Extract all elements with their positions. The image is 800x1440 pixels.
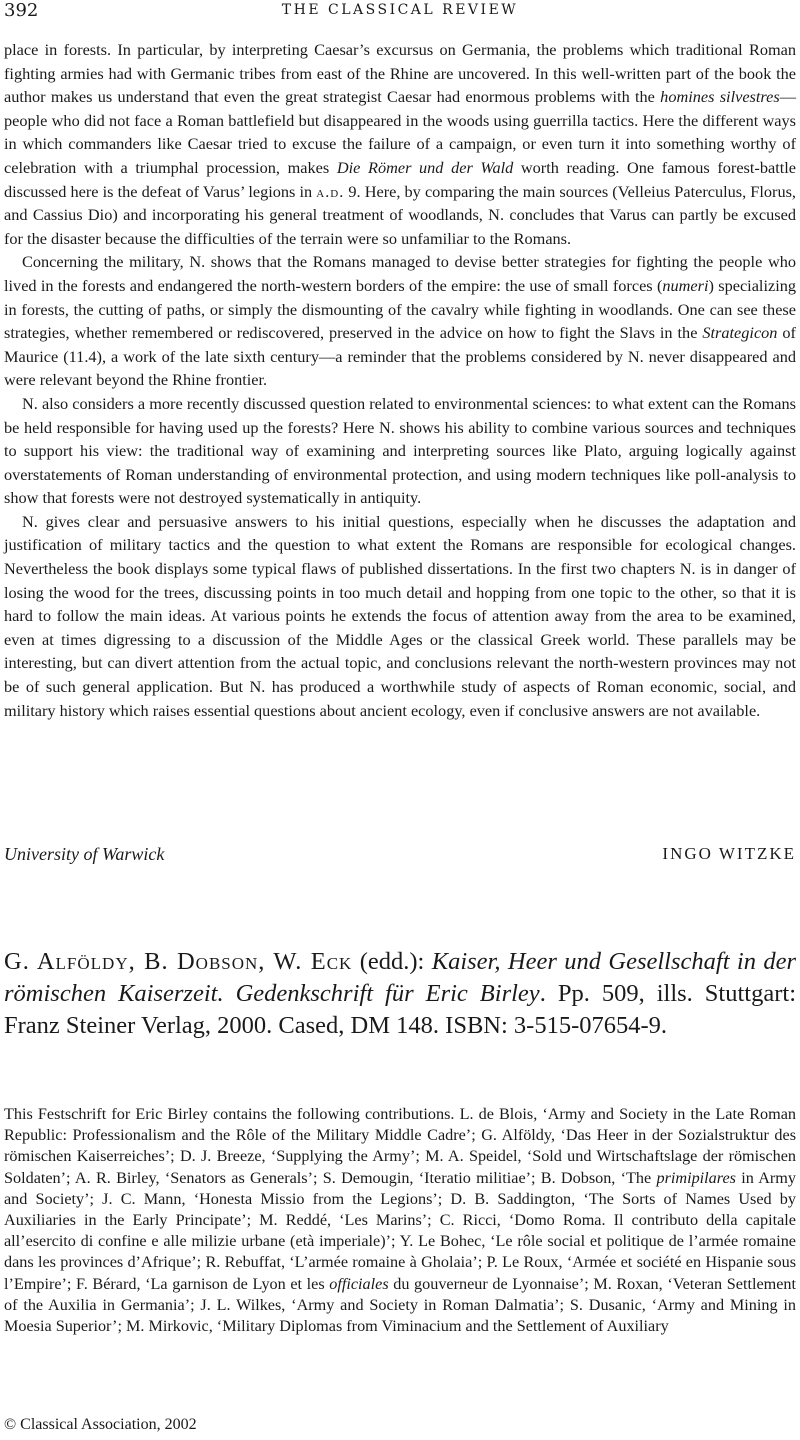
book-citation: G. Alföldy, B. Dobson, W. Eck (edd.): Kaiser, Heer und Gesellschaft in der römischen Kaiserzeit. Gedenkschrift für Eric Birley. Pp. 509, ills. Stuttgart: Franz Steiner Verlag, 2000. Cased, DM 148. ISBN: 3-515-07654-9. [4, 948, 797, 1039]
paragraph-2: Concerning the military, N. shows that the Romans managed to devise better strategies for fighting the people who lived in the forests and endangered the north-western borders of the empire: the use of small forces (numeri) specializing in forests, the cutting of paths, or simply the dismounting of the cavalry while fighting in woodlands. One can see these strategies, whether remembered or rediscovered, preserved in the advice on how to fight the Slavs in the Strategicon of Maurice (11.4), a work of the late sixth century—a reminder that the problems considered by N. never disappeared and were relevant beyond the Rhine frontier. [4, 252, 796, 390]
book-title: Kaiser, Heer und Gesellschaft in der römischen Kaiserzeit. Gedenkschrift für Eric Birley [4, 948, 797, 1007]
review-body-witzke [4, 38, 796, 722]
paragraph-3: N. also considers a more recently discussed question related to environmental sciences: to what extent can the Romans be held responsible for having used up the forests? Here N. shows his ability to combine various sources and techniques to support his view: the traditional way of examining and interpreting sources like Plato, arguing logically against overstatements of Roman understanding of environmental protection, and using modern techniques like poll-analysis to show that forests were not destroyed systematically in antiquity. [4, 393, 796, 508]
affiliation: University of Warwick [4, 844, 165, 864]
review-signoff [4, 844, 796, 870]
reviewer-name: INGO WITZKE [662, 844, 796, 863]
copyright-notice: © Classical Association, 2002 [4, 1416, 197, 1433]
review-body-festschrift [4, 1104, 796, 1337]
journal-title: THE CLASSICAL REVIEW [281, 2, 519, 18]
paragraph-contents: This Festschrift for Eric Birley contains the following contributions. L. de Blois, ‘Army and Society in the Late Roman Republic: Professionalism and the Rôle of the Military Middle Cadre’; G. Alföldy, ‘Das Heer in der Sozialstruktur des römischen Kaiserreiches’; D. J. Breeze, ‘Supplying the Army’; M. A. Speidel, ‘Sold und Wirtschaftslage der römischen Soldaten’; A. R. Birley, ‘Senators as Generals’; S. Demougin, ‘Iteratio militiae’; B. Dobson, ‘The primipilares in Army and Society’; J. C. Mann, ‘Honesta Missio from the Legions’; D. B. Saddington, ‘The Sorts of Names Used by Auxiliaries in the Early Principate’; M. Reddé, ‘Les Marins’; C. Ricci, ‘Domo Roma. Il contributo della capitale all’esercito di confine e alle milizie urbane (età imperiale)’; Y. Le Bohec, ‘Le rôle social et politique de l’armée romaine dans les provinces d’Afrique’; R. Rebuffat, ‘L’armée romaine à Gholaia’; P. Le Roux, ‘Armée et société en Hispanie sous l’Empire’; F. Bérard, ‘La garnison de Lyon et les officiales du gouverneur de Lyonnaise’; M. Roxan, ‘Veteran Settlement of the Auxilia in Germania’; J. L. Wilkes, ‘Army and Society in Roman Dalmatia’; S. Dusanic, ‘Army and Mining in Moesia Superior’; M. Mirkovic, ‘Military Diplomas from Viminacium and the Settlement of Auxiliary [4, 1105, 796, 1336]
book-editors: G. Alföldy, B. Dobson, W. Eck [4, 948, 353, 975]
running-header [4, 0, 796, 24]
paragraph-4: N. gives clear and persuasive answers to his initial questions, especially when he discusses the adaptation and justification of military tactics and the question to what extent the Romans are responsible for ecological changes. Nevertheless the book displays some typical flaws of published dissertations. In the first two chapters N. is in danger of losing the wood for the trees, discussing points in too much detail and hopping from one topic to the other, so that it is hard to follow the main ideas. At various points he extends the focus of attention away from the area to be examined, even at times digressing to a discussion of the Middle Ages or the classical Greek world. These parallels may be interesting, but can divert attention from the actual topic, and conclusions relevant the north-western provinces may not be of such general application. But N. has produced a worthwhile study of aspects of Roman economic, social, and military history which raises essential questions about ancient ecology, even if conclusive answers are not available. [4, 511, 796, 720]
book-details: . Pp. 509, ills. Stuttgart: Franz Steiner Verlag, 2000. Cased, DM 148. ISBN: 3-515-07654-9. [4, 980, 797, 1039]
paragraph-1: place in forests. In particular, by interpreting Caesar’s excursus on Germania, the problems which traditional Roman fighting armies had with Germanic tribes from east of the Rhine are uncovered. In this well-written part of the book the author makes us understand that even the great strategist Caesar had enormous problems with the homines silvestres—people who did not face a Roman battlefield but disappeared in the woods using guerrilla tactics. Here the different ways in which commanders like Caesar tried to excuse the failure of a campaign, or even turn it into something worthy of celebration with a triumphal procession, makes Die Römer und der Wald worth reading. One famous forest-battle discussed here is the defeat of Varus’ legions in a.d. 9. Here, by comparing the main sources (Velleius Paterculus, Florus, and Cassius Dio) and incorporating his general treatment of woodlands, N. concludes that Varus can partly be excused for the disaster because the difficulties of the terrain were so unfamiliar to the Romans. [4, 40, 796, 248]
page-number: 392 [4, 0, 39, 21]
